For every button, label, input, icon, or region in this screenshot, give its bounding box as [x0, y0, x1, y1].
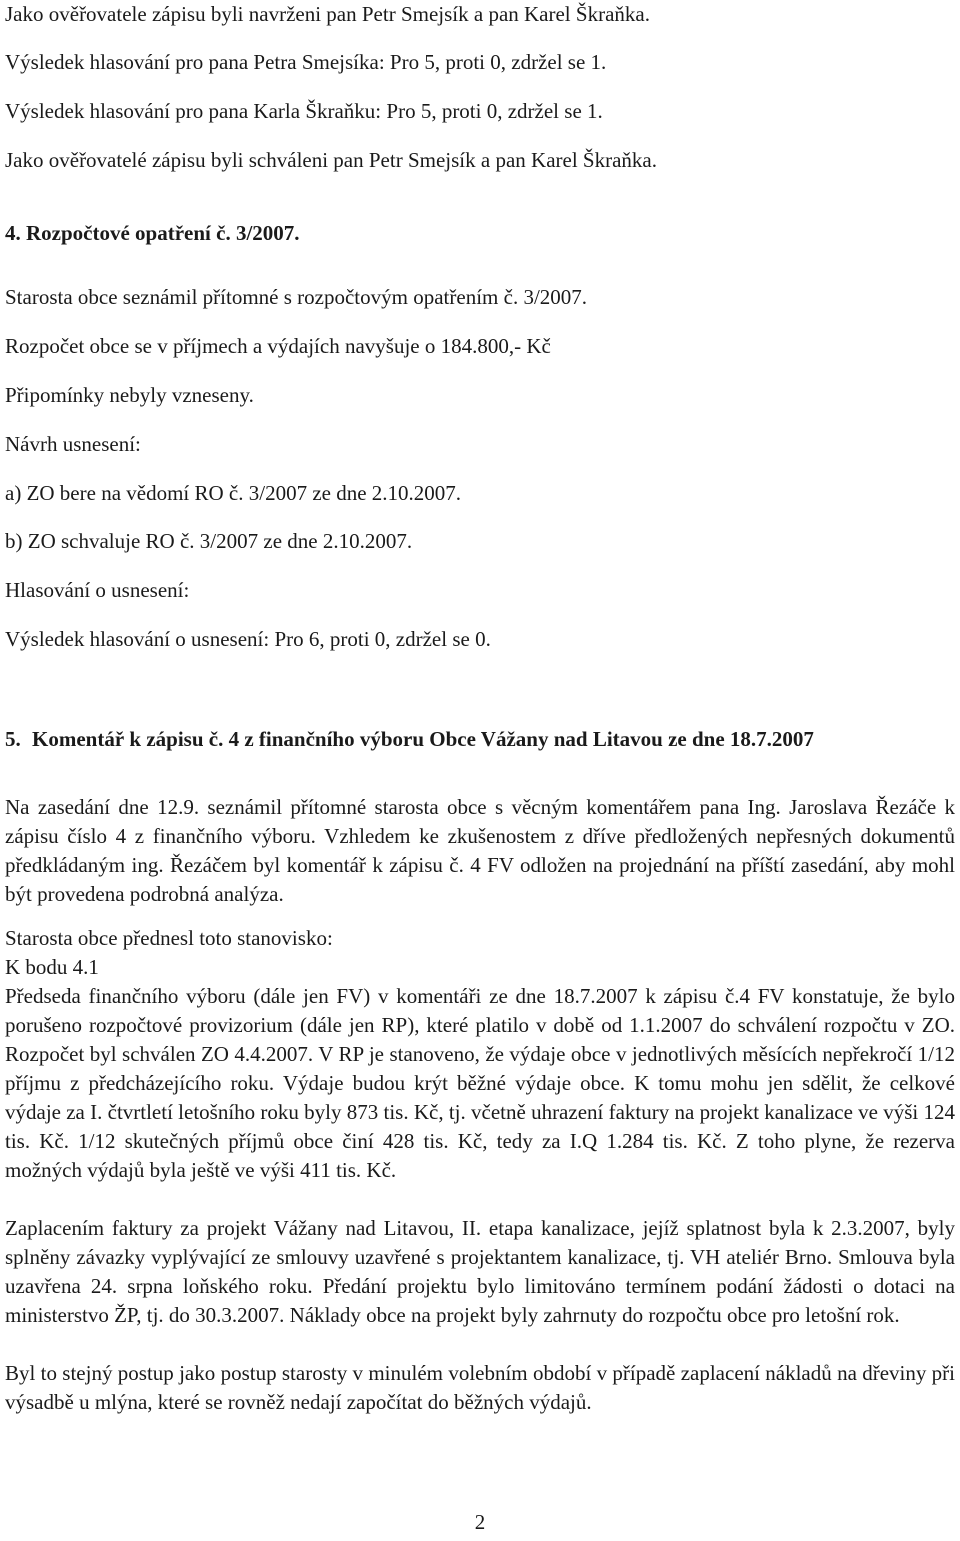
- section-4-vote-result: Výsledek hlasování o usnesení: Pro 6, proti 0, zdržel se 0.: [5, 627, 491, 651]
- resolution-item-b: b) ZO schvaluje RO č. 3/2007 ze dne 2.10.2007.: [5, 529, 413, 553]
- intro-line-1: Jako ověřovatele zápisu byli navrženi pan Petr Smejsík a pan Karel Škraňka.: [5, 2, 650, 26]
- section-4-line-7: Hlasování o usnesení:: [5, 578, 190, 602]
- section-4-heading: 4. Rozpočtové opatření č. 3/2007.: [5, 221, 300, 245]
- section-5-paragraph-3: Zaplacením faktury za projekt Vážany nad Litavou, II. etapa kanalizace, jejíž splatnost byla k 2.3.2007, byly splněny závazky vyplývající ze smlouvy uzavřené s projektantem kanalizace, tj. VH ateliér Brno. Smlouva byla uzavřena 24. srpna loňského roku. Předání projektu bylo limitováno termínem podání žádosti o dotaci na ministerstvo ŽP, tj. do 30.3.2007. Náklady obce na projekt byly zahrnuty do rozpočtu obce pro letošní rok.: [5, 1216, 955, 1327]
- intro-line-3: Výsledek hlasování pro pana Karla Škraňku: Pro 5, proti 0, zdržel se 1.: [5, 99, 603, 123]
- section-4-line-4: Návrh usnesení:: [5, 432, 141, 456]
- intro-line-4: Jako ověřovatelé zápisu byli schváleni pan Petr Smejsík a pan Karel Škraňka.: [5, 148, 657, 172]
- bod-label: K bodu 4.1: [5, 955, 99, 979]
- section-5-paragraph-2: Předseda finančního výboru (dále jen FV) v komentáři ze dne 18.7.2007 k zápisu č.4 FV konstatuje, že bylo porušeno rozpočtové provizorium (dále jen RP), které platilo v době od 1.1.2007 do schválení rozpočtu v ZO. Rozpočet byl schválen ZO 4.4.2007. V RP je stanoveno, že výdaje obce v jednotlivých měsících nepřekročí 1/12 příjmu z předcházejícího roku. Výdaje budou krýt běžné výdaje obce. K tomu mohu jen sdělit, že celkové výdaje za I. čtvrtletí letošního roku byly 873 tis. Kč, tj. včetně uhrazení faktury na projekt kanalizace ve výši 124 tis. Kč. 1/12 skutečných příjmů obce činí 428 tis. Kč, tedy za I.Q 1.284 tis. Kč. Z toho plyne, že rezerva možných výdajů byla ještě ve výši 411 tis. Kč.: [5, 984, 955, 1182]
- stanovisko-label: Starosta obce přednesl toto stanovisko:: [5, 926, 333, 950]
- resolution-item-a: a) ZO bere na vědomí RO č. 3/2007 ze dne 2.10.2007.: [5, 481, 462, 505]
- section-5-title: Komentář k zápisu č. 4 z finančního výboru Obce Vážany nad Litavou ze dne 18.7.2007: [32, 727, 814, 751]
- section-5-paragraph-4: Byl to stejný postup jako postup starosty v minulém volebním období v případě zaplacení nákladů na dřeviny při výsadbě u mlýna, které se rovněž nedají započítat do běžných výdajů.: [5, 1361, 955, 1414]
- section-4-line-3: Připomínky nebyly vzneseny.: [5, 383, 254, 407]
- section-5-number: 5.: [5, 727, 21, 751]
- intro-line-2: Výsledek hlasování pro pana Petra Smejsíka: Pro 5, proti 0, zdržel se 1.: [5, 50, 607, 74]
- section-5-heading: [5, 725, 955, 754]
- section-4-line-1: Starosta obce seznámil přítomné s rozpočtovým opatřením č. 3/2007.: [5, 285, 588, 309]
- page-number: 2: [474, 1510, 486, 1534]
- section-4-line-2: Rozpočet obce se v příjmech a výdajích navyšuje o 184.800,- Kč: [5, 334, 551, 358]
- section-5-paragraph-1: Na zasedání dne 12.9. seznámil přítomné starosta obce s věcným komentářem pana Ing. Jaroslava Řezáče k zápisu číslo 4 z finančního výboru. Vzhledem ke zkušenostem z dříve předložených nepřesných dokumentů předkládaným ing. Řezáčem byl komentář k zápisu č. 4 FV odložen na projednání na příští zasedání, aby mohl být provedena podrobná analýza.: [5, 795, 955, 906]
